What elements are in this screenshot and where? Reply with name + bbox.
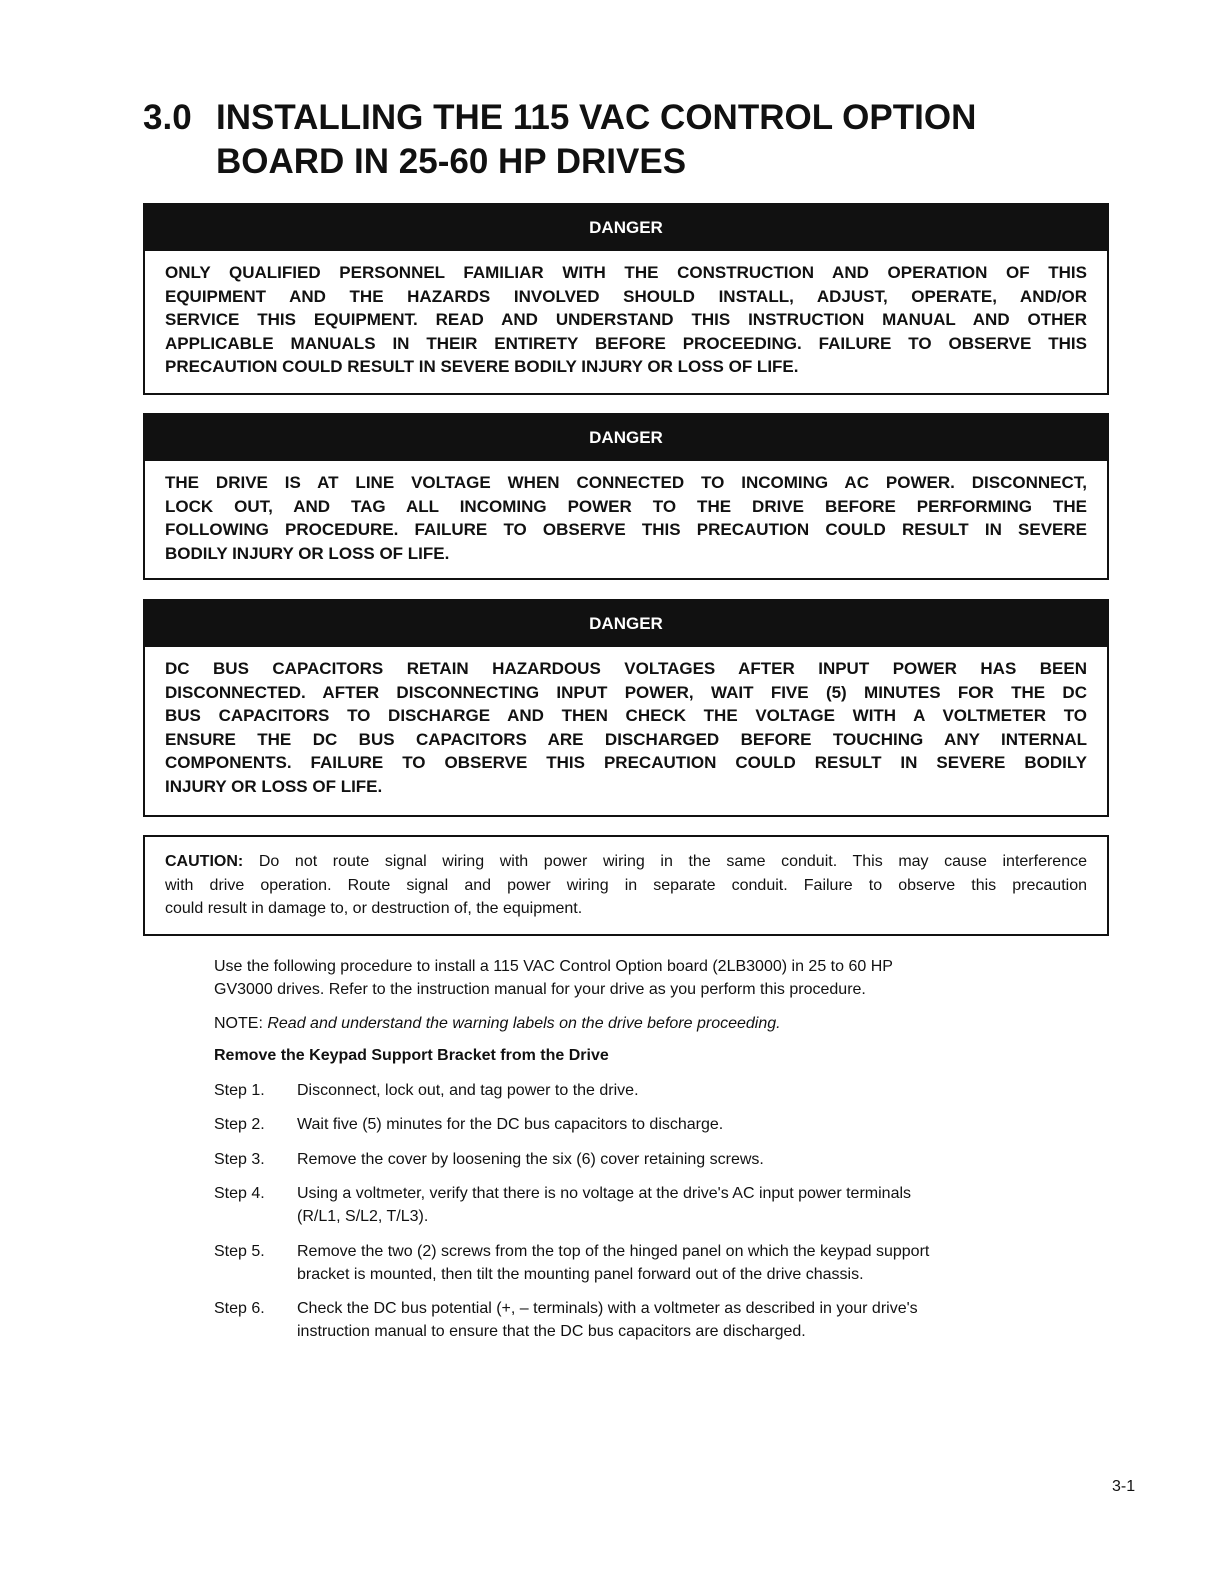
section-number: 3.0 <box>143 98 192 137</box>
step-text <box>297 1182 911 1228</box>
step-text-line: Wait five (5) minutes for the DC bus capacitors to discharge. <box>297 1116 724 1133</box>
section-title <box>216 96 976 184</box>
danger-text <box>145 647 1107 798</box>
procedure-step <box>214 1297 1094 1343</box>
danger-text-line: BUS CAPACITORS TO DISCHARGE AND THEN CHECK THE VOLTAGE WITH A VOLTMETER TO <box>165 706 1087 725</box>
intro-line: GV3000 drives. Refer to the instruction manual for your drive as you perform this procedure. <box>214 981 866 998</box>
danger-text-line: INJURY OR LOSS OF LIFE. <box>165 776 383 796</box>
caution-box <box>143 835 1109 936</box>
step-text <box>297 1297 918 1343</box>
danger-label: DANGER <box>145 601 1107 647</box>
procedure-step <box>214 1240 1094 1286</box>
danger-text-line: ONLY QUALIFIED PERSONNEL FAMILIAR WITH THE CONSTRUCTION AND OPERATION OF THIS <box>165 263 1087 282</box>
danger-text-line: BODILY INJURY OR LOSS OF LIFE. <box>165 543 450 563</box>
step-label: Step 3. <box>214 1151 265 1168</box>
caution-text-part: Do not route signal wiring with power wiring in the same conduit. This may cause interference <box>243 853 1087 870</box>
step-text-line: Remove the two (2) screws from the top of the hinged panel on which the keypad support <box>297 1243 930 1260</box>
caution-text-line: with drive operation. Route signal and power wiring in separate conduit. Failure to observe this precaution <box>165 876 1087 894</box>
danger-text-line: LOCK OUT, AND TAG ALL INCOMING POWER TO THE DRIVE BEFORE PERFORMING THE <box>165 496 1087 516</box>
danger-text-line: APPLICABLE MANUALS IN THEIR ENTIRETY BEFORE PROCEEDING. FAILURE TO OBSERVE THIS <box>165 333 1087 353</box>
caution-label: CAUTION: <box>165 853 244 870</box>
subheading: Remove the Keypad Support Bracket from the Drive <box>214 1047 609 1064</box>
danger-text-line: THE DRIVE IS AT LINE VOLTAGE WHEN CONNECTED TO INCOMING AC POWER. DISCONNECT, <box>165 473 1087 492</box>
step-text-line: Remove the cover by loosening the six (6) cover retaining screws. <box>297 1151 764 1168</box>
step-text <box>297 1240 929 1286</box>
step-label: Step 4. <box>214 1185 265 1202</box>
caution-text-line: could result in damage to, or destruction of, the equipment. <box>165 900 583 917</box>
step-label: Step 2. <box>214 1116 265 1133</box>
danger-box <box>143 413 1109 580</box>
danger-label: DANGER <box>145 205 1107 251</box>
step-text-line: (R/L1, S/L2, T/L3). <box>297 1208 429 1225</box>
procedure-step <box>214 1182 1094 1228</box>
step-text <box>297 1148 764 1171</box>
caution-text-line <box>165 850 1087 874</box>
danger-box <box>143 599 1109 817</box>
danger-text-line: EQUIPMENT AND THE HAZARDS INVOLVED SHOULD INSTALL, ADJUST, OPERATE, AND/OR <box>165 286 1087 306</box>
step-text <box>297 1079 639 1102</box>
danger-text-line: PRECAUTION COULD RESULT IN SEVERE BODILY INJURY OR LOSS OF LIFE. <box>165 357 799 376</box>
section-title-line: INSTALLING THE 115 VAC CONTROL OPTION <box>216 98 977 137</box>
step-text-line: bracket is mounted, then tilt the mounting panel forward out of the drive chassis. <box>297 1266 864 1283</box>
step-text <box>297 1113 723 1136</box>
step-text-line: Using a voltmeter, verify that there is no voltage at the drive's AC input power terminals <box>297 1185 912 1202</box>
note-paragraph <box>214 1012 1094 1035</box>
step-label: Step 5. <box>214 1243 265 1260</box>
section-heading <box>143 96 1143 184</box>
step-label: Step 6. <box>214 1300 265 1317</box>
danger-text <box>145 461 1107 565</box>
procedure-step <box>214 1113 1094 1136</box>
intro-paragraph <box>214 955 1094 1001</box>
procedure-step <box>214 1148 1094 1171</box>
danger-text <box>145 251 1107 379</box>
procedure-step <box>214 1079 1094 1102</box>
danger-text-line: ENSURE THE DC BUS CAPACITORS ARE DISCHARGED BEFORE TOUCHING ANY INTERNAL <box>165 729 1087 749</box>
step-text-line: instruction manual to ensure that the DC bus capacitors are discharged. <box>297 1323 806 1340</box>
danger-text-line: FOLLOWING PROCEDURE. FAILURE TO OBSERVE THIS PRECAUTION COULD RESULT IN SEVERE <box>165 520 1087 539</box>
step-text-line: Disconnect, lock out, and tag power to the drive. <box>297 1082 639 1099</box>
danger-text-line: DC BUS CAPACITORS RETAIN HAZARDOUS VOLTAGES AFTER INPUT POWER HAS BEEN <box>165 659 1087 678</box>
danger-label: DANGER <box>145 415 1107 461</box>
note-label: NOTE: <box>214 1015 263 1032</box>
note-text: Read and understand the warning labels on the drive before proceeding. <box>267 1015 781 1032</box>
danger-text-line: SERVICE THIS EQUIPMENT. READ AND UNDERSTAND THIS INSTRUCTION MANUAL AND OTHER <box>165 310 1087 329</box>
page-number: 3-1 <box>1112 1478 1136 1495</box>
step-label: Step 1. <box>214 1082 265 1099</box>
caution-text <box>145 837 1107 921</box>
step-text-line: Check the DC bus potential (+, – terminals) with a voltmeter as described in your drive's <box>297 1300 918 1317</box>
danger-box <box>143 203 1109 395</box>
intro-line: Use the following procedure to install a 115 VAC Control Option board (2LB3000) in 25 to 60 HP <box>214 958 893 975</box>
danger-text-line: COMPONENTS. FAILURE TO OBSERVE THIS PRECAUTION COULD RESULT IN SEVERE BODILY <box>165 753 1087 772</box>
section-title-line: BOARD IN 25-60 HP DRIVES <box>216 142 687 181</box>
danger-text-line: DISCONNECTED. AFTER DISCONNECTING INPUT POWER, WAIT FIVE (5) MINUTES FOR THE DC <box>165 682 1087 702</box>
